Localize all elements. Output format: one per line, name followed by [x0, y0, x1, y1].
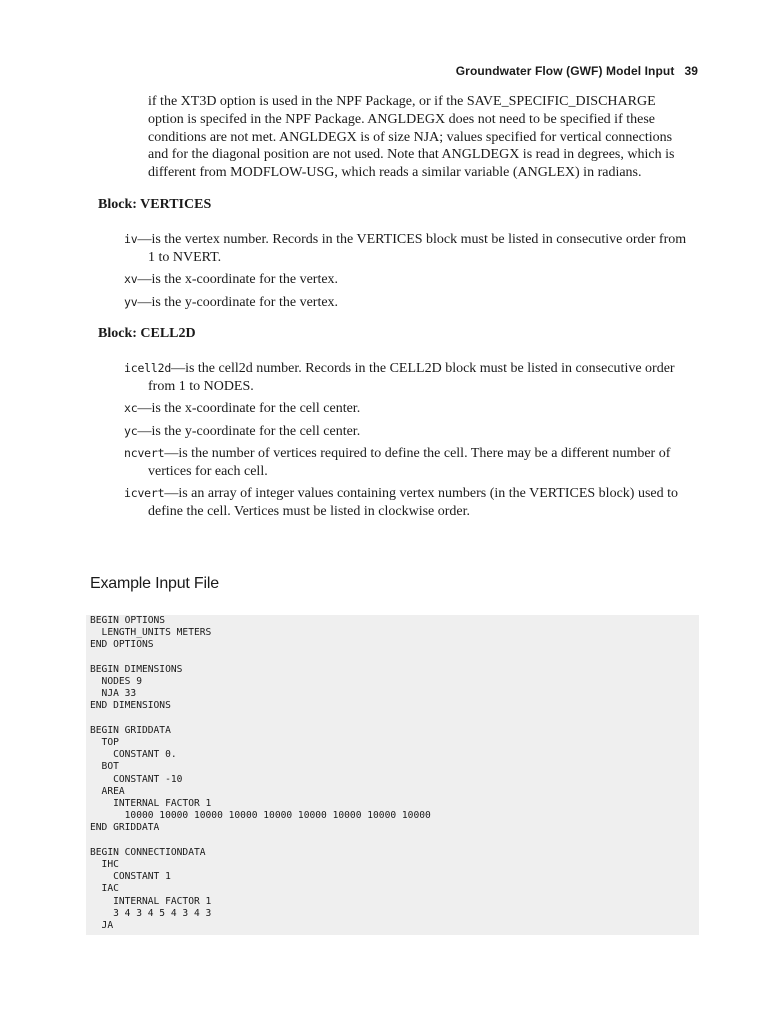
definition-text: —is the vertex number. Records in the VERTICES block must be listed in consecutive order from 1 to NVERT. [137, 232, 687, 265]
example-code: BEGIN OPTIONS LENGTH_UNITS METERS END OPTIONS BEGIN DIMENSIONS NODES 9 NJA 33 END DIMENSIONS BEGIN GRIDDATA TOP CONSTANT 0. BOT CONSTANT -10 AREA INTERNAL FACTOR 1 10000 10000 10000 10000 10000 10000 10000 10000 10000 END GRIDDATA BEGIN CONNECTIONDATA IHC CONSTANT 1 IAC INTERNAL FACTOR 1 3 4 3 4 5 4 3 4 3 JA [90, 615, 431, 932]
running-header [456, 64, 698, 78]
definition-item [124, 231, 692, 266]
example-code-block [86, 615, 699, 935]
definition-item [124, 400, 692, 418]
variable-name: icvert [124, 486, 165, 500]
variable-name: xc [124, 401, 138, 415]
definition-text: —is the x-coordinate for the vertex. [137, 272, 339, 287]
definition-text: —is the y-coordinate for the vertex. [137, 294, 339, 310]
variable-name: icell2d [124, 361, 172, 375]
definition-text: —is the y-coordinate for the cell center. [137, 423, 361, 439]
variable-name: yv [124, 294, 138, 309]
vertices-block-heading: Block: VERTICES [98, 197, 212, 212]
example-section-title: Example Input File [90, 575, 219, 592]
definition-item [124, 445, 692, 480]
definition-text: —is an array of integer values containing vertex numbers (in the VERTICES block) used to define the cell. Vertices must be listed in clockwise order. [148, 486, 679, 519]
page-number: 39 [684, 64, 698, 78]
header-title: Groundwater Flow (GWF) Model Input [455, 64, 675, 78]
definition-item [124, 423, 692, 441]
definition-text: —is the cell2d number. Records in the CELL2D block must be listed in consecutive order from 1 to NODES. [148, 361, 675, 394]
definition-text: —is the number of vertices required to define the cell. There may be a different number of vertices for each cell. [148, 446, 671, 479]
cell2d-definitions [124, 360, 692, 525]
variable-name: yc [124, 423, 138, 438]
variable-name: ncvert [124, 446, 165, 460]
definition-item [124, 271, 692, 289]
cell2d-block-heading: Block: CELL2D [98, 326, 196, 341]
definition-item [124, 360, 692, 395]
definition-text: —is the x-coordinate for the cell center. [137, 401, 361, 416]
definition-item [124, 294, 692, 312]
definition-item [124, 485, 692, 520]
variable-name: xv [124, 272, 138, 286]
vertices-definitions [124, 231, 692, 316]
intro-paragraph: if the XT3D option is used in the NPF Package, or if the SAVE_SPECIFIC_DISCHARGE option is specifed in the NPF Package. ANGLDEGX does not need to be specified if these conditions are not met. ANGLDEGX is of size NJA; values specified for vertical connections and for the diagonal position are not used. Note that ANGLDEGX is read in degrees, which is different from MODFLOW-USG, which reads a similar variable (ANGLEX) in radians. [148, 94, 675, 181]
variable-name: iv [124, 232, 138, 246]
